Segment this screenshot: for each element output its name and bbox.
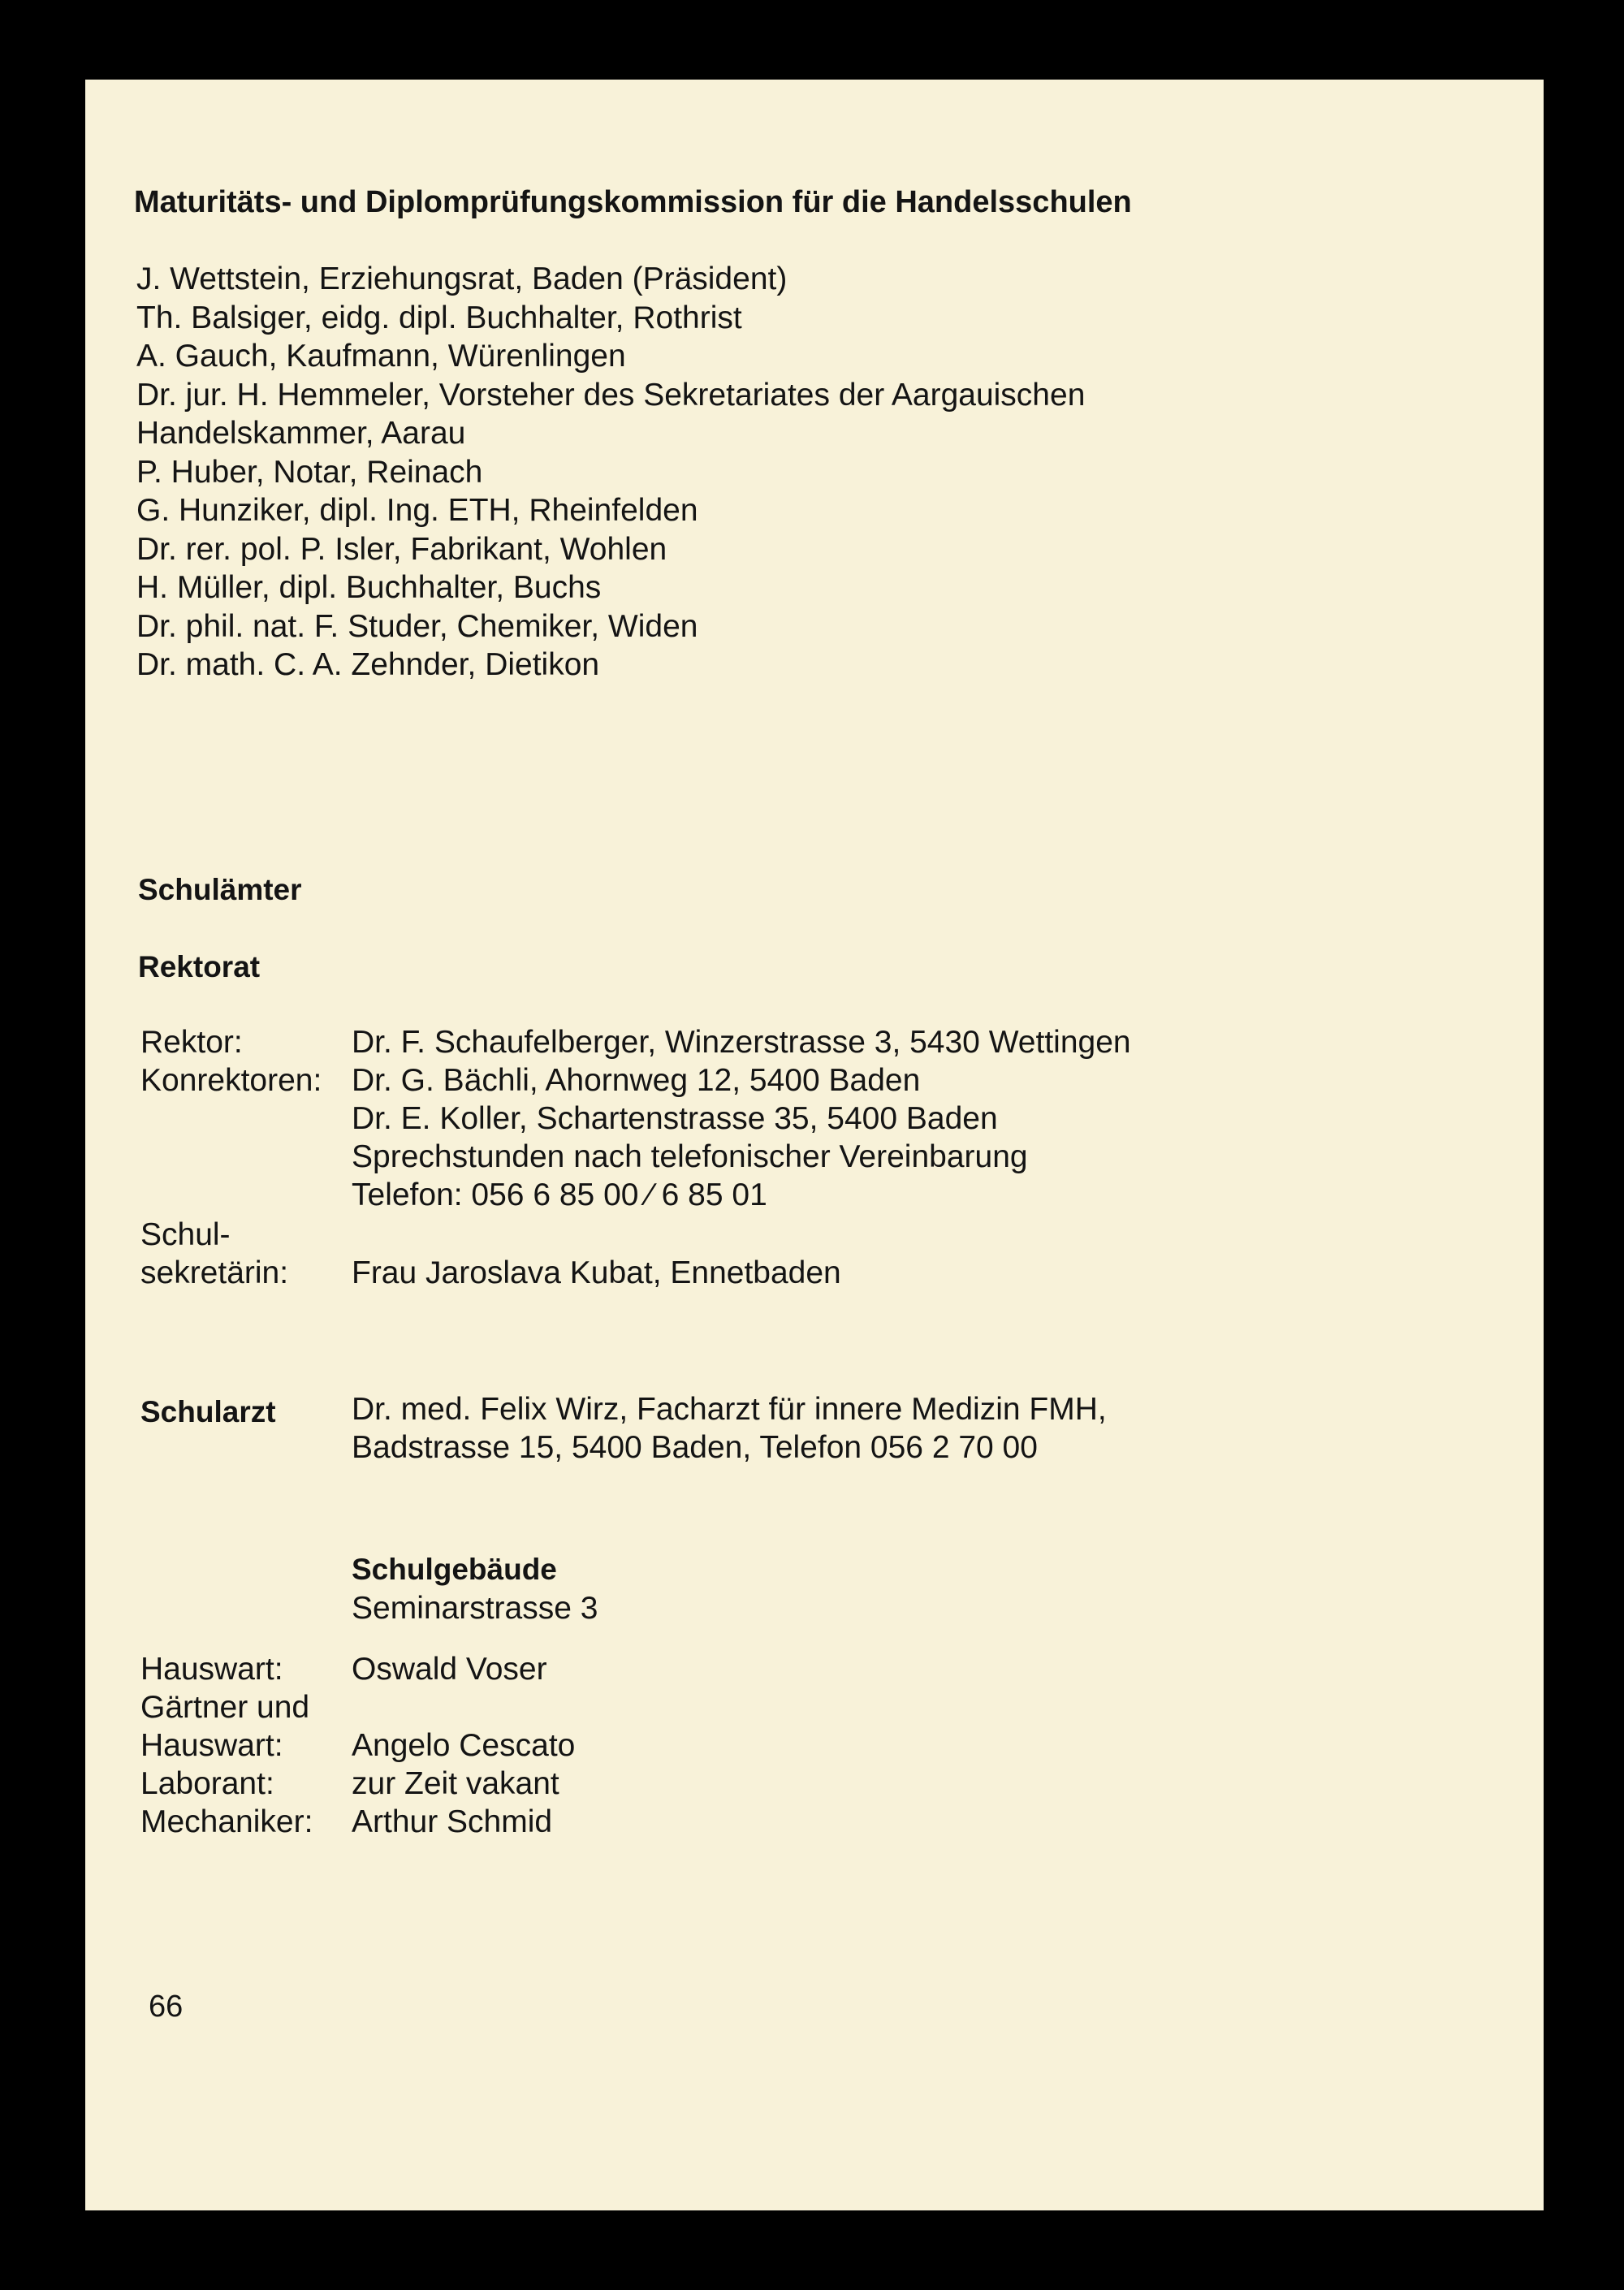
commission-member-list (136, 260, 1085, 685)
list-item: G. Hunziker, dipl. Ing. ETH, Rheinfelden (136, 493, 698, 528)
staff-value: zur Zeit vakant (352, 1766, 559, 1801)
list-item: P. Huber, Notar, Reinach (136, 454, 483, 490)
rektor-value: Dr. F. Schaufelberger, Winzerstrasse 3, 5430 Wettingen (352, 1025, 1131, 1060)
sekretaerin-label-line2: sekretärin: (140, 1255, 289, 1290)
schularzt-line: Dr. med. Felix Wirz, Facharzt für innere Medizin FMH, (352, 1392, 1107, 1427)
rektor-label: Rektor: (140, 1025, 243, 1060)
list-item: Dr. phil. nat. F. Studer, Chemiker, Widen (136, 608, 698, 644)
sekretaerin-label (140, 1216, 288, 1292)
staff-value: Oswald Voser (352, 1652, 547, 1687)
list-item: Th. Balsiger, eidg. dipl. Buchhalter, Rothrist (136, 300, 742, 335)
staff-value: Arthur Schmid (352, 1804, 553, 1839)
staff-label: Laborant: (140, 1766, 274, 1801)
schulgebaeude-heading: Schulgebäude (352, 1553, 557, 1586)
list-item: Dr. jur. H. Hemmeler, Vorsteher des Sekretariates der Aargauischen (136, 377, 1086, 413)
list-item: Dr. math. C. A. Zehnder, Dietikon (136, 647, 600, 682)
staff-values (352, 1650, 575, 1841)
staff-value (352, 1688, 575, 1726)
konrektoren-values (352, 1061, 1028, 1214)
schularzt-details (352, 1390, 1107, 1467)
schularzt-line: Badstrasse 15, 5400 Baden, Telefon 056 2 70 00 (352, 1430, 1038, 1465)
list-item: A. Gauch, Kaufmann, Würenlingen (136, 339, 626, 374)
commission-heading: Maturitäts- und Diplomprüfungskommission für die Handelsschulen (134, 185, 1132, 219)
staff-label: Hauswart: (140, 1728, 283, 1763)
rektorat-heading: Rektorat (138, 950, 261, 983)
schulgebaeude-address: Seminarstrasse 3 (352, 1591, 598, 1626)
staff-label: Hauswart: (140, 1652, 283, 1687)
sekretaerin-value: Frau Jaroslava Kubat, Ennetbaden (352, 1255, 841, 1290)
schulaemter-heading: Schulämter (138, 873, 302, 906)
staff-label: Mechaniker: (140, 1804, 313, 1839)
staff-labels (140, 1650, 313, 1841)
konrektor-line: Telefon: 056 6 85 00 ⁄ 6 85 01 (352, 1177, 767, 1212)
staff-value: Angelo Cescato (352, 1728, 576, 1763)
konrektor-line: Dr. E. Koller, Schartenstrasse 35, 5400 Baden (352, 1101, 998, 1136)
sekretaerin-label-line1: Schul- (140, 1217, 231, 1252)
page-number: 66 (149, 1990, 184, 2024)
list-item: H. Müller, dipl. Buchhalter, Buchs (136, 570, 602, 605)
konrektor-line: Sprechstunden nach telefonischer Vereinbarung (352, 1139, 1028, 1174)
list-item: J. Wettstein, Erziehungsrat, Baden (Präsident) (136, 261, 788, 296)
list-item: Dr. rer. pol. P. Isler, Fabrikant, Wohlen (136, 531, 667, 567)
schularzt-label: Schularzt (140, 1395, 276, 1428)
staff-label: Gärtner und (140, 1690, 310, 1725)
konrektoren-label: Konrektoren: (140, 1063, 322, 1098)
konrektor-line: Dr. G. Bächli, Ahornweg 12, 5400 Baden (352, 1063, 921, 1098)
list-item: Handelskammer, Aarau (136, 416, 466, 451)
